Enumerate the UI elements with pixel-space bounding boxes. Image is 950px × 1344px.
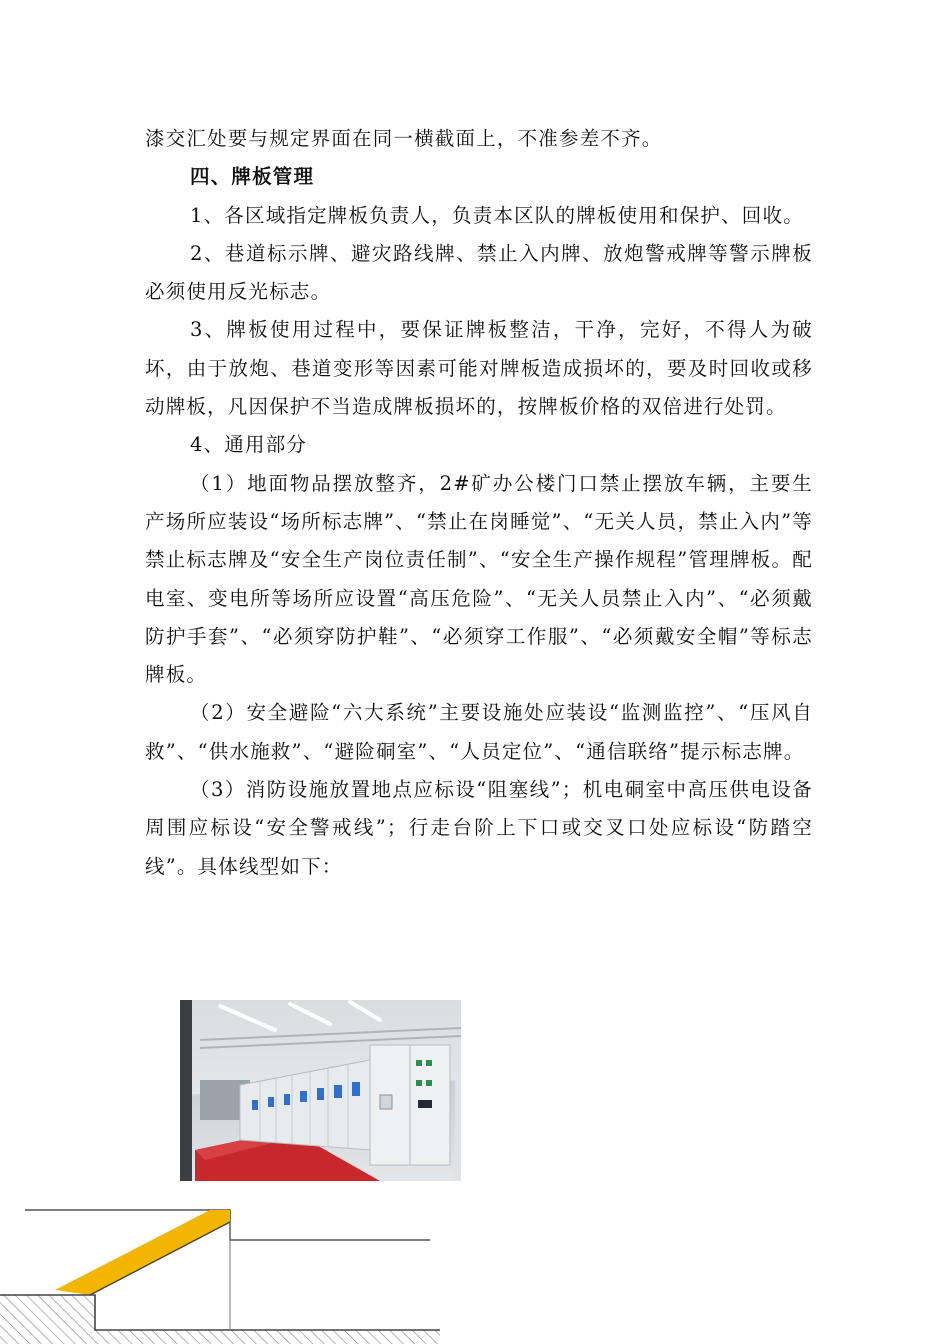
paragraph: （3）消防设施放置地点应标设“阻塞线”；机电硐室中高压供电设备周围应标设“安全警戒线”；行走台阶上下口或交叉口处应标设“防踏空线”。具体线型如下： (145, 778, 813, 878)
paragraph: （2）安全避险“六大系统”主要设施处应装设“监测监控”、“压风自救”、“供水施救”、“避险硐室”、“人员定位”、“通信联络”提示标志牌。 (145, 701, 813, 763)
paragraph: 1、各区域指定牌板负责人，负责本区队的牌板使用和保护、回收。 (190, 203, 804, 227)
paragraph: 3、牌板使用过程中，要保证牌板整洁，干净，完好，不得人为破坏，由于放炮、巷道变形等因素可能对牌板造成损坏的，要及时回收或移动牌板，凡因保护不当造成牌板损坏的，按牌板价格的双倍进行处罚。 (145, 318, 813, 419)
paragraph-continuation: 漆交汇处要与规定界面在同一横截面上，不准参差不齐。 (145, 127, 663, 150)
paragraph: （1）地面物品摆放整齐，2#矿办公楼门口禁止摆放车辆，主要生产场所应装设“场所标志牌”、“禁止在岗睡觉”、“无关人员，禁止入内”等禁止标志牌及“安全生产岗位责任制”、“安全生产操作规程”管理牌板。配电室、变电所等场所应设置“高压危险”、“无关人员禁止入内”、“必须戴防护手套”、“必须穿防护鞋”、“必须穿工作服”、“必须戴安全帽”等标志牌板。 (145, 471, 813, 687)
paragraph: 2、巷道标示牌、避灾路线牌、禁止入内牌、放炮警戒牌等警示牌板必须使用反光标志。 (145, 241, 813, 304)
body-text (145, 120, 813, 886)
paragraph: 4、通用部分 (190, 433, 308, 457)
switchgear-room-photo (180, 1000, 461, 1181)
section-heading: 四、牌板管理 (190, 165, 315, 189)
stair-edge-stripe (55, 1210, 230, 1295)
stair-edge-line-diagram (0, 1190, 440, 1344)
